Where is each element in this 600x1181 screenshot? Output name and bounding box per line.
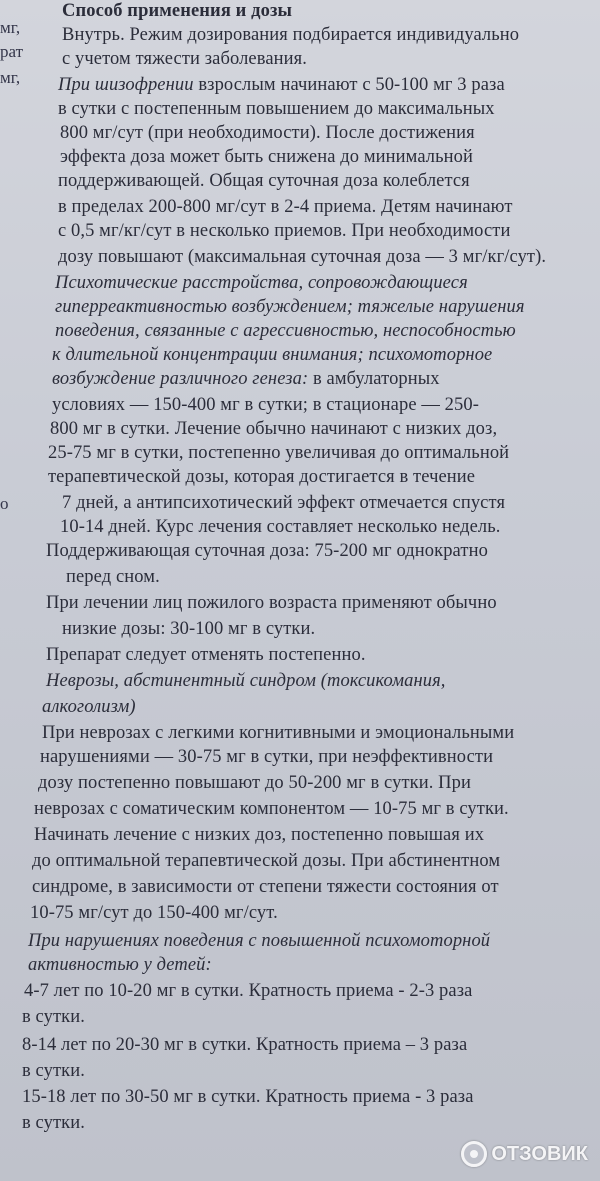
text-line: 800 мг/сут (при необходимости). После достижения (60, 123, 475, 143)
text-line: в сутки. (22, 1007, 85, 1027)
text-line: условиях — 150-400 мг в сутки; в стационаре — 250- (52, 395, 479, 415)
text-line: Неврозы, абстинентный синдром (токсикомания, (46, 671, 446, 691)
text-line: в сутки. (22, 1113, 85, 1133)
watermark-text: ОТЗОВИК (491, 1142, 588, 1165)
italic-run: возбуждение различного генеза: (52, 369, 309, 389)
text-line: алкоголизм) (42, 697, 136, 717)
text-line: активностью у детей: (28, 955, 212, 975)
text-run: в амбулаторных (308, 369, 440, 389)
text-line: неврозах с соматическим компонентом — 10-75 мг в сутки. (34, 799, 509, 819)
text-line: 15-18 лет по 30-50 мг в сутки. Кратность приема - 3 раза (22, 1087, 474, 1107)
text-line (52, 368, 440, 390)
text-line: к длительной концентрации внимания; психомоторное (52, 345, 493, 365)
text-line: Внутрь. Режим дозирования подбирается индивидуально (62, 25, 520, 45)
text-line: нарушениями — 30-75 мг в сутки, при неэффективности (40, 747, 494, 767)
text-line: При нарушениях поведения с повышенной психомоторной (28, 931, 491, 951)
text-line: с учетом тяжести заболевания. (62, 49, 307, 69)
text-line: 800 мг в сутки. Лечение обычно начинают с низких доз, (50, 419, 498, 439)
text-line: 7 дней, а антипсихотический эффект отмечается спустя (62, 493, 506, 513)
text-line: в сутки. (22, 1061, 85, 1081)
text-line (58, 74, 505, 96)
text-line: При лечении лиц пожилого возраста применяют обычно (46, 593, 497, 613)
text-run: взрослым начинают с 50-100 мг 3 раза (193, 75, 505, 95)
text-line: 10-14 дней. Курс лечения составляет несколько недель. (60, 517, 501, 537)
text-line: эффекта доза может быть снижена до минимальной (60, 147, 474, 167)
text-line: с 0,5 мг/кг/сут в несколько приемов. При необходимости (58, 221, 511, 241)
text-line: до оптимальной терапевтической дозы. При абстинентном (32, 851, 501, 871)
text-line: поддерживающей. Общая суточная доза колеблется (58, 171, 470, 191)
text-line: Поддерживающая суточная доза: 75-200 мг однократно (46, 541, 488, 561)
text-line: дозу повышают (максимальная суточная доза — 3 мг/кг/сут). (58, 247, 547, 267)
text-line: дозу постепенно повышают до 50-200 мг в сутки. При (38, 773, 471, 793)
text-line: поведения, связанные с агрессивностью, неспособностью (55, 321, 516, 341)
text-line: Препарат следует отменять постепенно. (46, 645, 366, 665)
text-line: в сутки с постепенным повышением до максимальных (58, 99, 495, 119)
text-line: 4-7 лет по 10-20 мг в сутки. Кратность приема - 2-3 раза (24, 981, 473, 1001)
italic-run: При шизофрении (58, 75, 194, 95)
text-line: 25-75 мг в сутки, постепенно увеличивая до оптимальной (48, 443, 510, 463)
text-line: в пределах 200-800 мг/сут в 2-4 приема. Детям начинают (58, 197, 513, 217)
text-line: низкие дозы: 30-100 мг в сутки. (62, 619, 316, 639)
margin-fragment: рат (0, 42, 24, 61)
text-line: гиперреактивностью возбуждением; тяжелые нарушения (55, 297, 525, 317)
text-line: 10-75 мг/сут до 150-400 мг/сут. (30, 903, 278, 923)
text-line: Психотические расстройства, сопровождающиеся (55, 273, 468, 293)
watermark (461, 1141, 588, 1167)
margin-fragment: мг, (0, 68, 21, 87)
text-line: терапевтической дозы, которая достигается в течение (48, 467, 476, 487)
text-line: синдроме, в зависимости от степени тяжести состояния от (32, 877, 499, 897)
margin-fragment: о (0, 494, 9, 513)
text-line: 8-14 лет по 20-30 мг в сутки. Кратность приема – 3 раза (22, 1035, 468, 1055)
section-heading: Способ применения и дозы (62, 1, 293, 21)
otzovik-logo-icon (461, 1141, 487, 1167)
text-line: Начинать лечение с низких доз, постепенно повышая их (34, 825, 485, 845)
margin-fragment: мг, (0, 18, 21, 37)
text-line: При неврозах с легкими когнитивными и эмоциональными (42, 723, 515, 743)
text-line: перед сном. (66, 567, 160, 587)
